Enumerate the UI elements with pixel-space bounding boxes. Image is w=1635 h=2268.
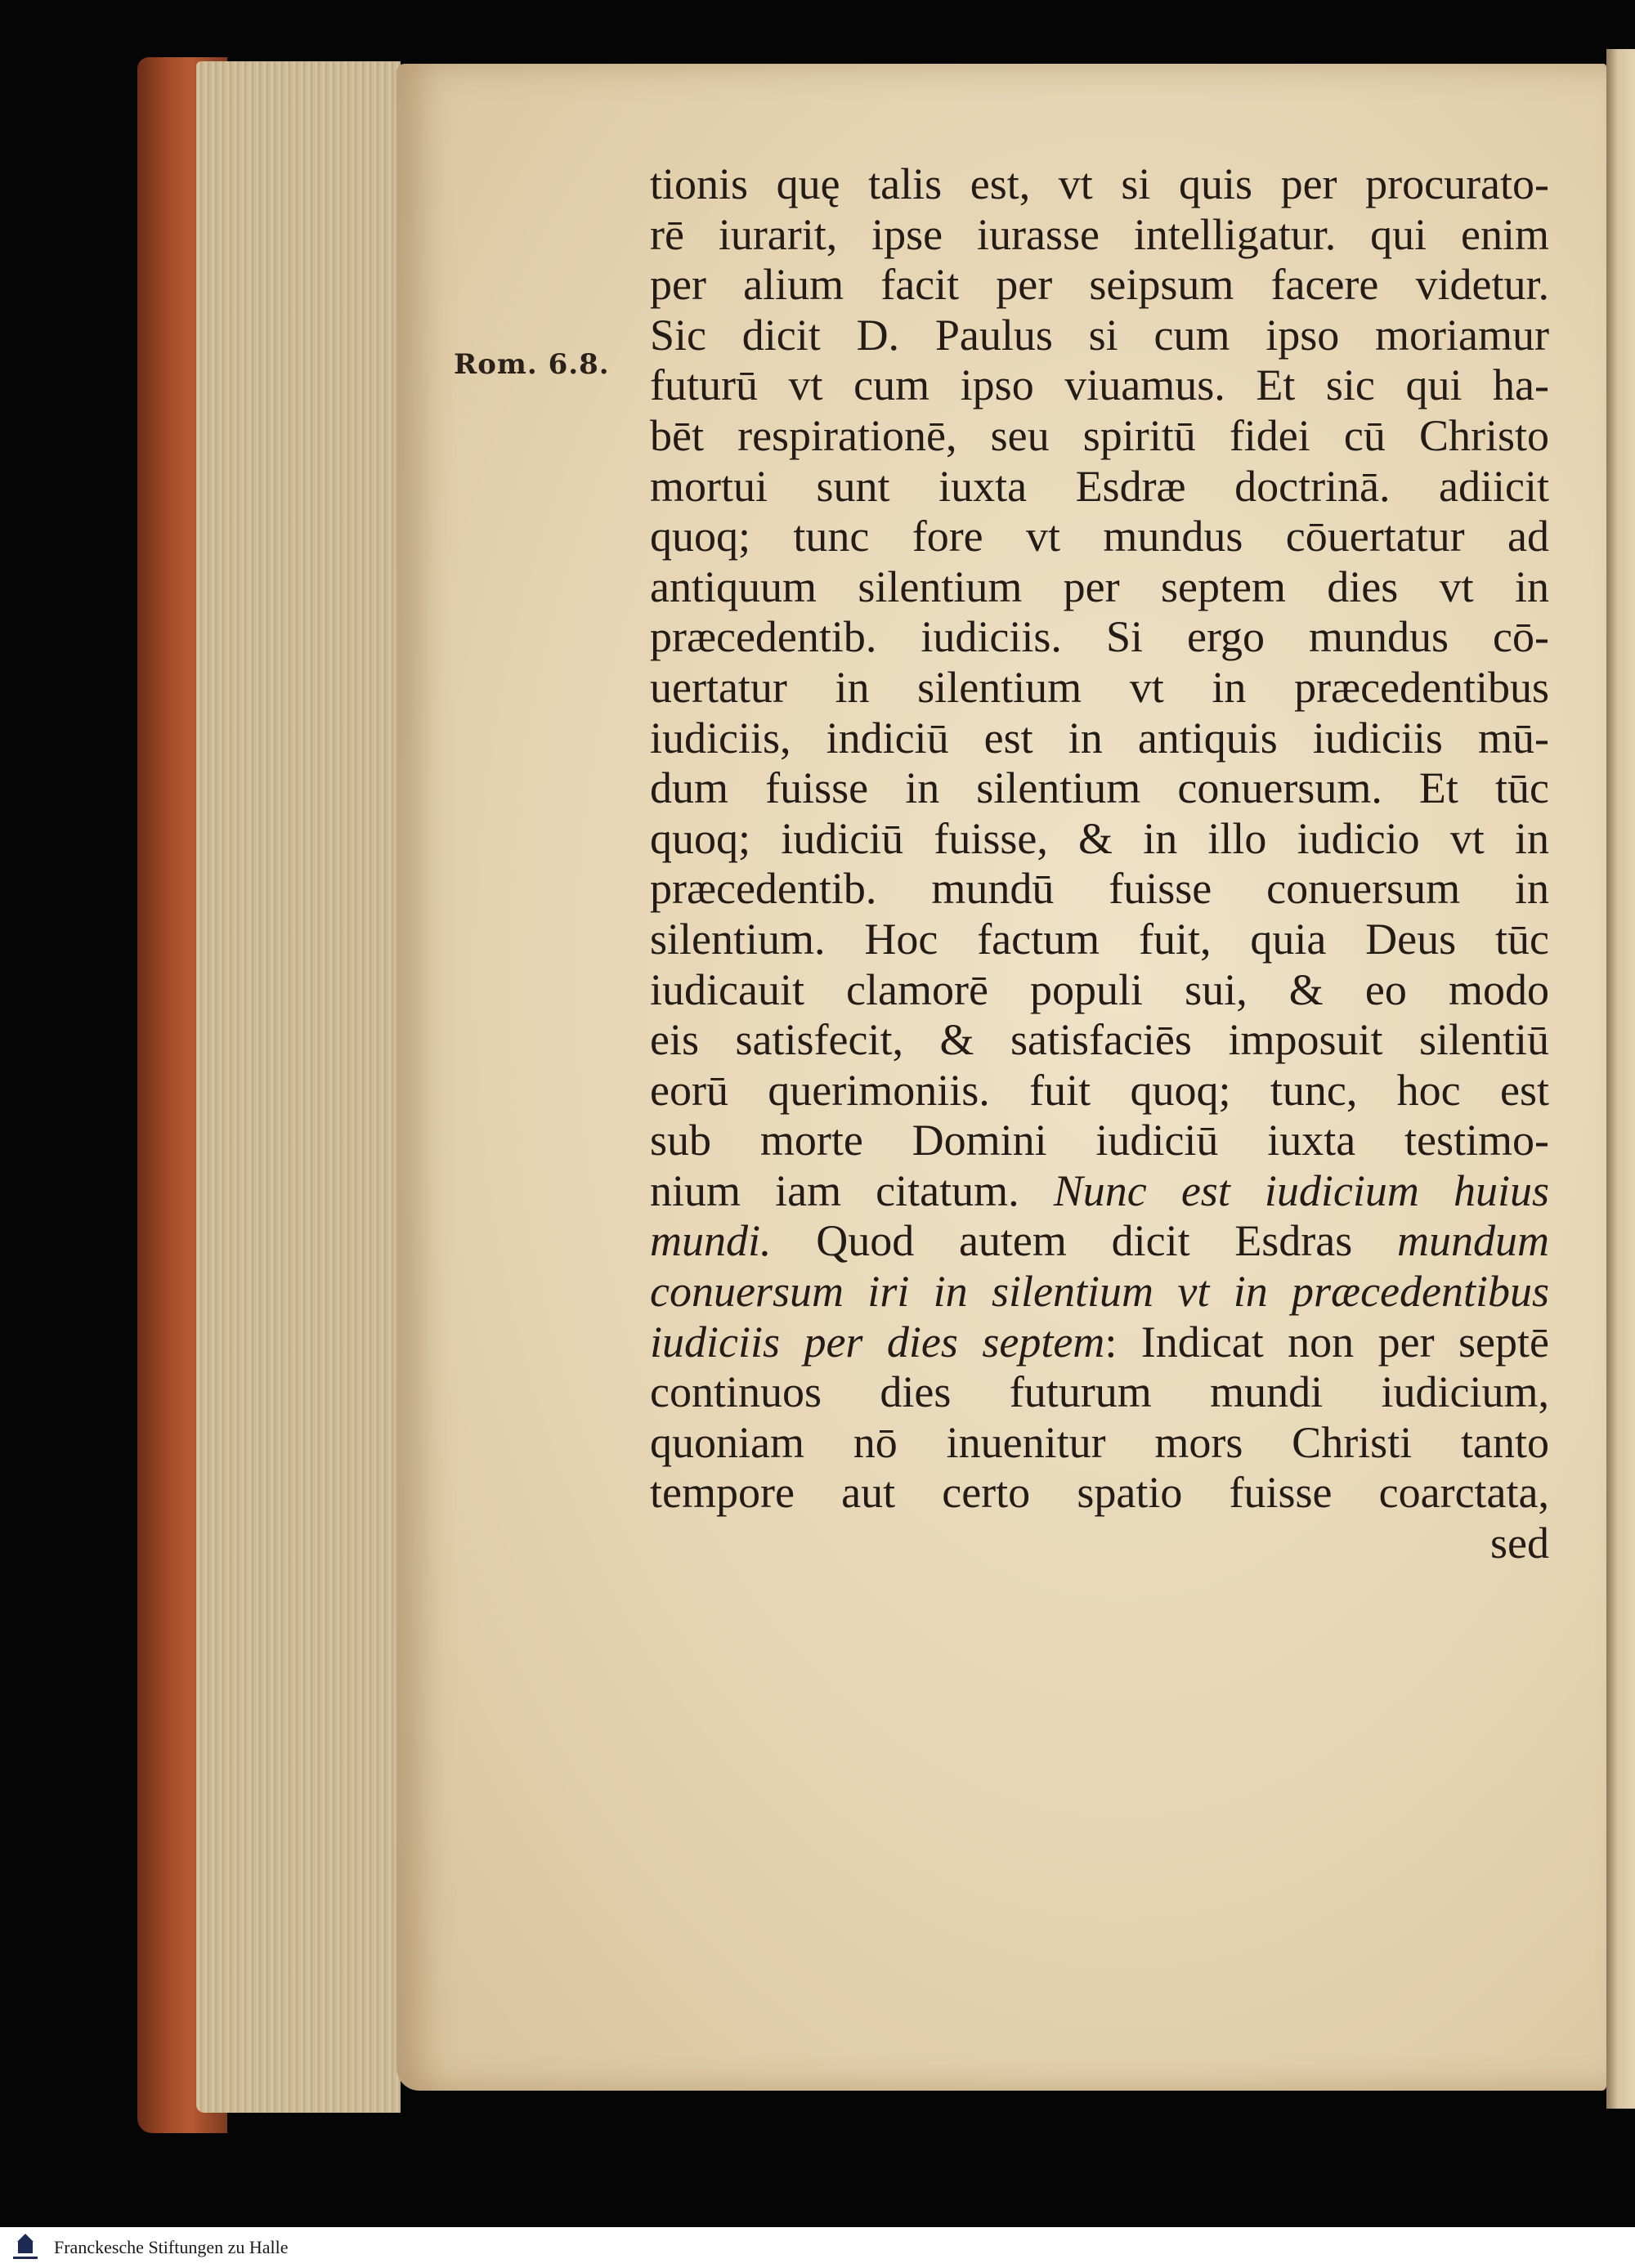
text-segment: sub morte Domini iudiciū iuxta testimo- [650,1116,1549,1165]
margin-note: Rom. 6.8. [454,348,610,381]
italic-text-segment: mundi. [650,1216,772,1266]
text-line [650,411,1549,462]
facing-page-edge [1606,49,1635,2109]
text-line [650,1166,1549,1217]
text-segment: dum fuisse in silentium conuersum. Et tūc [650,763,1549,813]
text-segment: quoq; tunc fore vt mundus cōuertatur ad [650,512,1549,561]
text-segment: præcedentib. iudiciis. Si ergo mundus cō- [650,612,1549,662]
text-segment: iudicauit clamorē populi sui, & eo modo [650,964,1549,1014]
text-segment: tionis quę talis est, vt si quis per procurato- [650,159,1549,208]
text-line [650,1519,1549,1569]
text-segment: præcedentib. mundū fuisse conuersum in [650,864,1549,914]
text-segment: eorū querimoniis. fuit quoq; tunc, hoc est [650,1065,1549,1115]
text-segment: tempore aut certo spatio fuisse coarctata, [650,1468,1549,1518]
text-line [650,763,1549,814]
text-segment: eis satisfecit, & satisfaciēs imposuit silentiū [650,1015,1549,1065]
italic-text-segment: iudiciis per dies septem [650,1317,1105,1367]
text-line [650,1066,1549,1116]
text-segment: uertatur in silentium vt in præcedentibus [650,662,1549,712]
text-segment: quoniam nō inuenitur mors Christi tanto [650,1417,1549,1467]
text-line [650,260,1549,311]
text-segment: iudiciis, indiciū est in antiquis iudiciis mū- [650,713,1549,763]
text-line [650,360,1549,411]
text-line [650,1418,1549,1469]
text-line [650,1317,1549,1368]
text-line [650,1468,1549,1519]
text-line [650,1116,1549,1166]
text-segment: Quod autem dicit Esdras [771,1216,1397,1266]
francke-foundation-logo-icon [10,2232,41,2263]
page-block-edges [196,61,401,2113]
text-segment: nium iam citatum. [650,1165,1054,1215]
text-line [650,864,1549,915]
text-segment: antiquum silentium per septem dies vt in [650,561,1549,611]
footer-bar [0,2227,1635,2268]
text-line [650,1015,1549,1066]
text-segment: mortui sunt iuxta Esdræ doctrinā. adiicit [650,461,1549,511]
text-segment: : Indicat non per septē [1104,1317,1549,1367]
text-line [650,210,1549,261]
text-segment: rē iurarit, ipse iurasse intelligatur. qui enim [650,209,1549,259]
text-line [650,612,1549,663]
text-segment: continuos dies futurum mundi iudicium, [650,1367,1549,1417]
text-line [650,562,1549,613]
text-line [650,915,1549,965]
text-segment: quoq; iudiciū fuisse, & in illo iudicio vt in [650,813,1549,863]
text-segment: sed [1490,1519,1549,1568]
italic-text-segment: Nunc est iudicium huius [1053,1165,1549,1215]
text-line [650,311,1549,361]
footer-label: Franckesche Stiftungen zu Halle [54,2237,289,2257]
italic-text-segment: conuersum iri in silentium vt in præcedentibus [650,1267,1549,1317]
text-line [650,714,1549,764]
text-line [650,814,1549,865]
text-line [650,663,1549,714]
page-text [650,159,1549,1569]
text-line [650,1267,1549,1317]
text-segment: bēt respirationē, seu spiritū fidei cū Christo [650,410,1549,460]
text-line [650,1216,1549,1267]
text-segment: futurū vt cum ipso viuamus. Et sic qui ha- [650,360,1549,410]
text-line [650,965,1549,1016]
text-line [650,512,1549,562]
italic-text-segment: mundum [1397,1216,1549,1266]
text-segment: Sic dicit D. Paulus si cum ipso moriamur [650,310,1549,360]
text-line [650,1367,1549,1418]
text-segment: silentium. Hoc factum fuit, quia Deus tūc [650,914,1549,964]
text-segment: per alium facit per seipsum facere videtur. [650,260,1549,310]
text-line [650,159,1549,210]
text-line [650,462,1549,512]
